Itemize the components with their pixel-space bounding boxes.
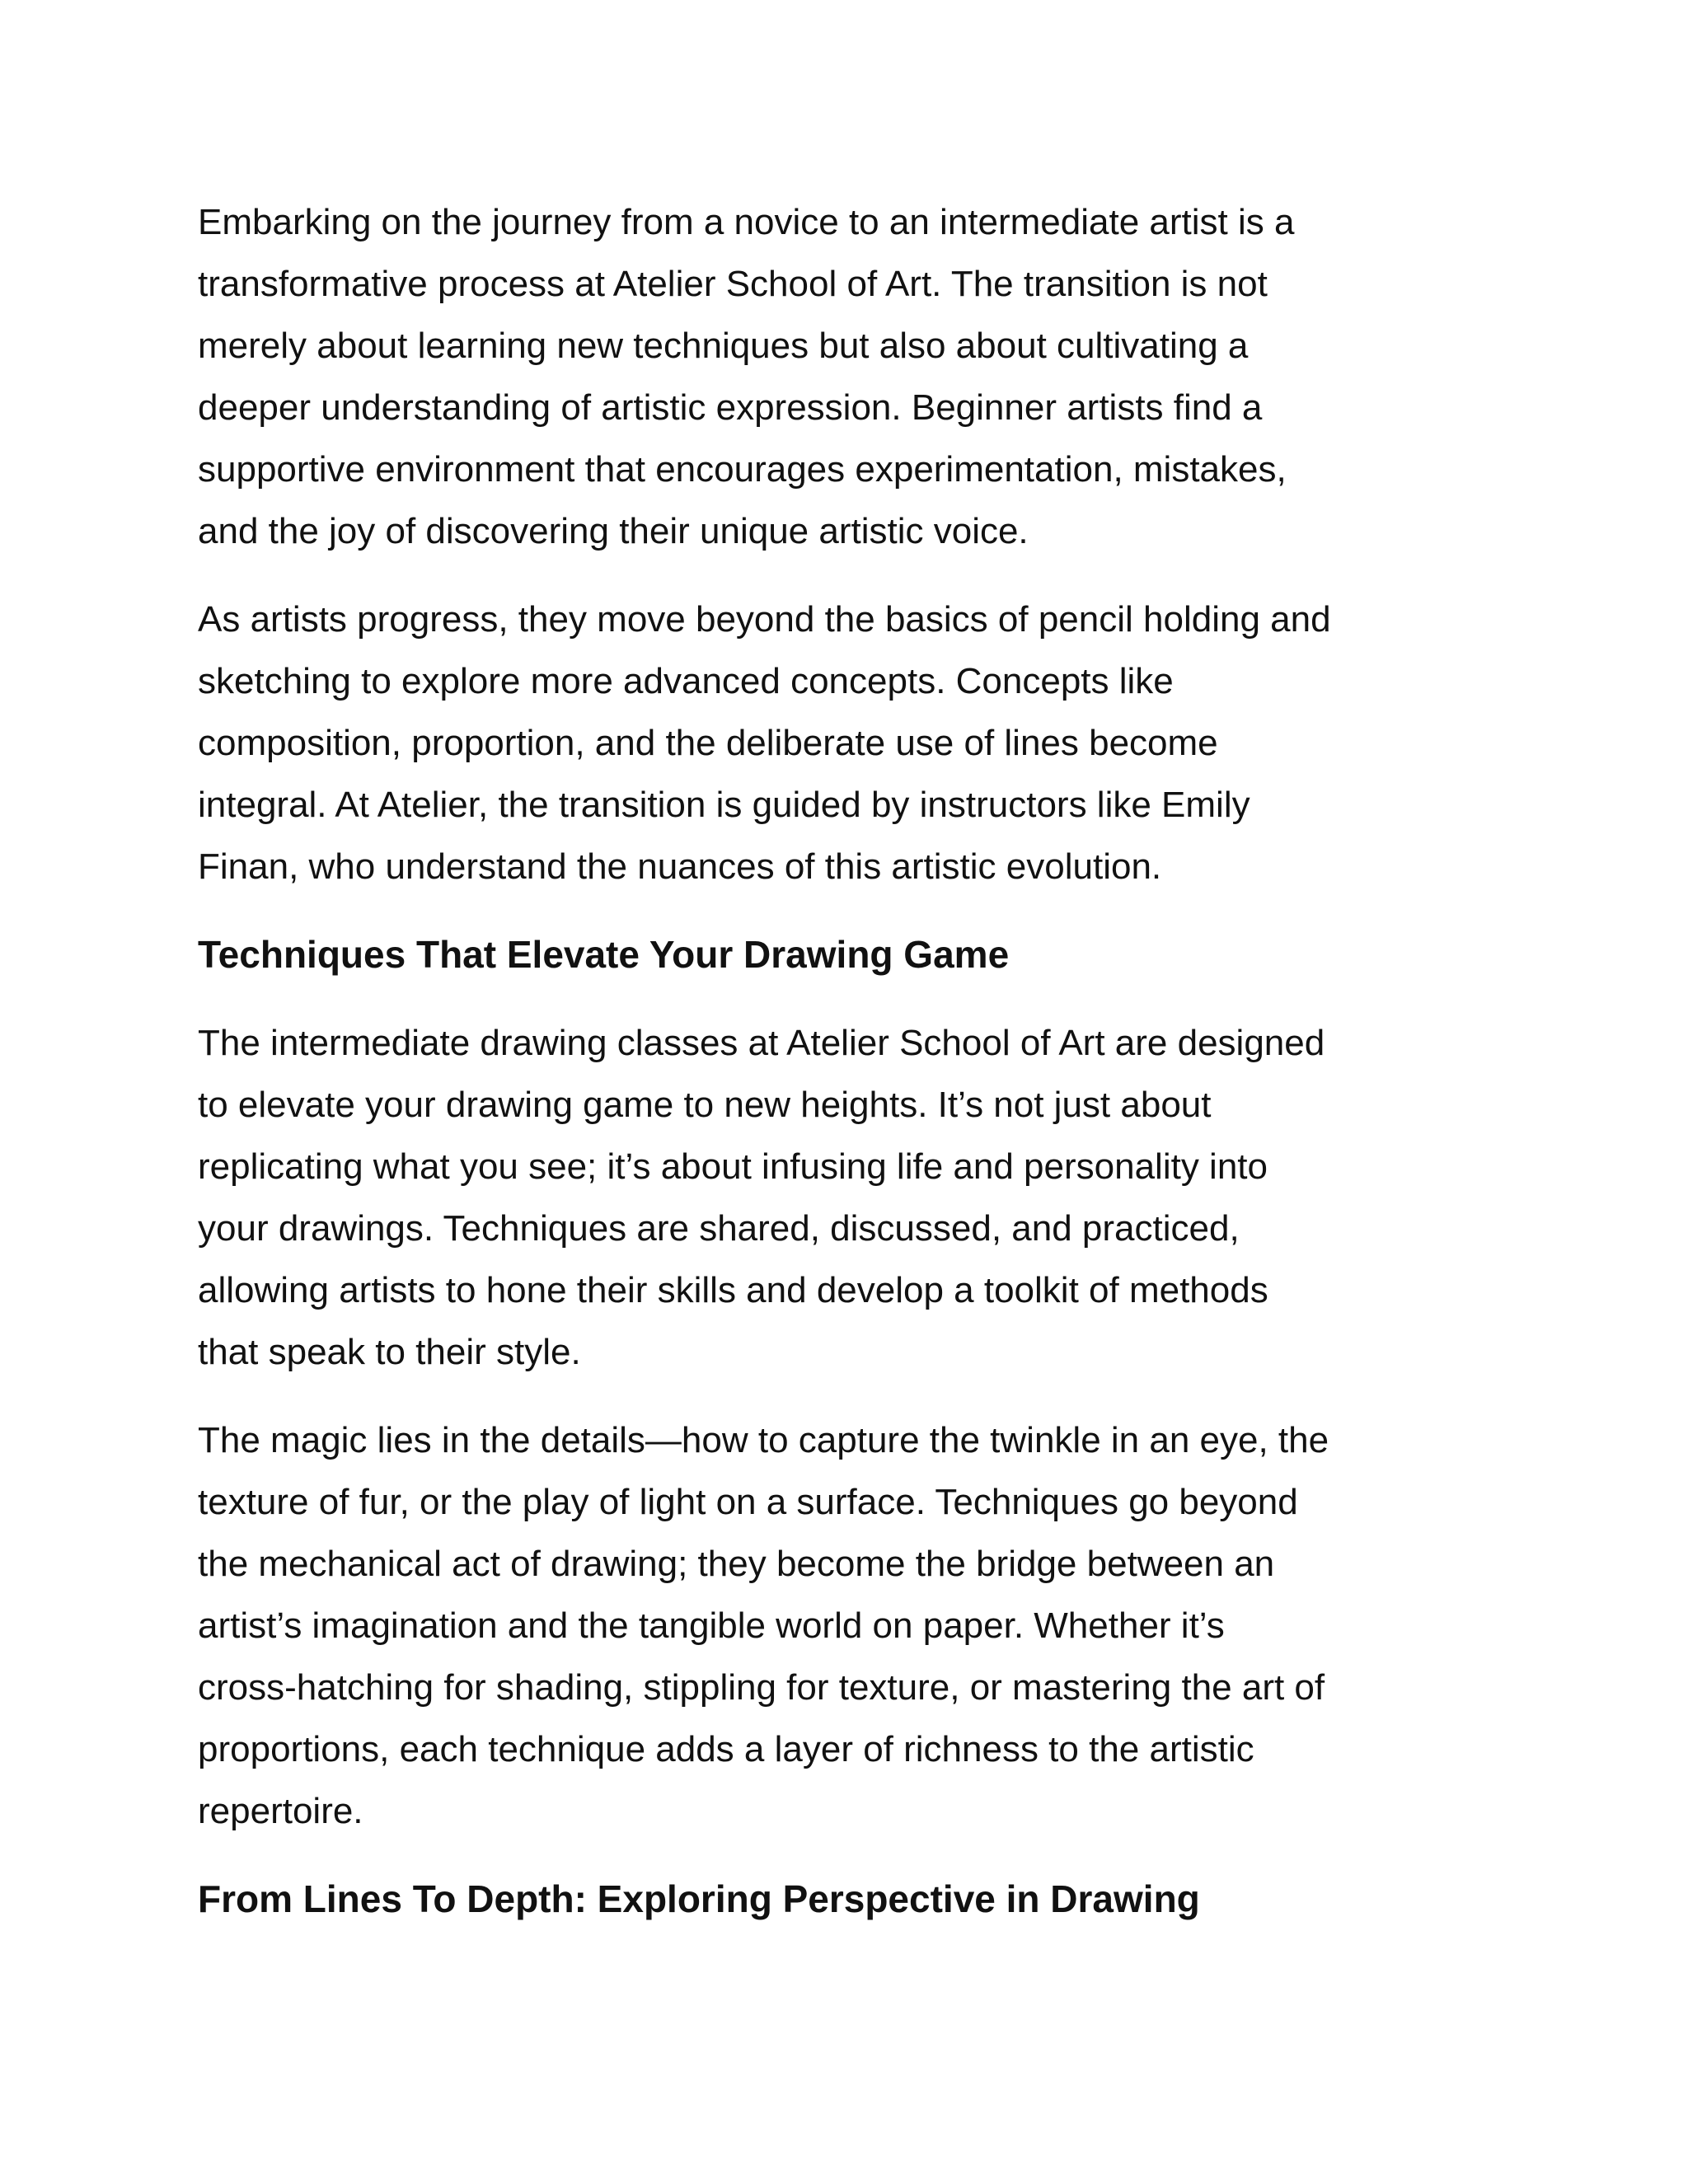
text-line: artist’s imagination and the tangible world on paper. Whether it’s: [198, 1605, 1225, 1646]
text-line: sketching to explore more advanced concepts. Concepts like: [198, 661, 1174, 701]
paragraph-magic-details: [198, 1409, 1517, 1842]
text-line: to elevate your drawing game to new heights. It’s not just about: [198, 1085, 1212, 1125]
text-line: your drawings. Techniques are shared, discussed, and practiced,: [198, 1208, 1240, 1249]
text-line: Finan, who understand the nuances of this artistic evolution.: [198, 846, 1162, 887]
text-line: merely about learning new techniques but also about cultivating a: [198, 326, 1249, 366]
document-body: [198, 191, 1517, 1957]
section-heading-techniques: Techniques That Elevate Your Drawing Game: [198, 933, 1010, 976]
text-line: that speak to their style.: [198, 1332, 581, 1372]
paragraph-intermediate-classes: [198, 1012, 1517, 1383]
text-line: replicating what you see; it’s about infusing life and personality into: [198, 1146, 1268, 1187]
text-line: repertoire.: [198, 1791, 363, 1831]
text-line: allowing artists to hone their skills and develop a toolkit of methods: [198, 1270, 1268, 1310]
text-line: and the joy of discovering their unique artistic voice.: [198, 511, 1029, 551]
text-line: Embarking on the journey from a novice to an intermediate artist is a: [198, 202, 1295, 242]
text-line: supportive environment that encourages experimentation, mistakes,: [198, 449, 1287, 490]
text-line: texture of fur, or the play of light on a surface. Techniques go beyond: [198, 1482, 1298, 1522]
text-line: deeper understanding of artistic expression. Beginner artists find a: [198, 387, 1263, 428]
text-line: integral. At Atelier, the transition is guided by instructors like Emily: [198, 785, 1250, 825]
text-line: transformative process at Atelier School of Art. The transition is not: [198, 264, 1268, 304]
paragraph-progress: [198, 588, 1517, 898]
text-line: composition, proportion, and the deliberate use of lines become: [198, 723, 1218, 763]
text-line: The intermediate drawing classes at Atelier School of Art are designed: [198, 1023, 1325, 1063]
text-line: cross-hatching for shading, stippling for texture, or mastering the art of: [198, 1667, 1325, 1708]
text-line: proportions, each technique adds a layer of richness to the artistic: [198, 1729, 1254, 1769]
paragraph-intro: [198, 191, 1517, 562]
section-heading-perspective: From Lines To Depth: Exploring Perspective in Drawing: [198, 1877, 1200, 1920]
text-line: The magic lies in the details—how to capture the twinkle in an eye, the: [198, 1420, 1329, 1460]
text-line: the mechanical act of drawing; they become the bridge between an: [198, 1544, 1275, 1584]
text-line: As artists progress, they move beyond the basics of pencil holding and: [198, 599, 1331, 640]
